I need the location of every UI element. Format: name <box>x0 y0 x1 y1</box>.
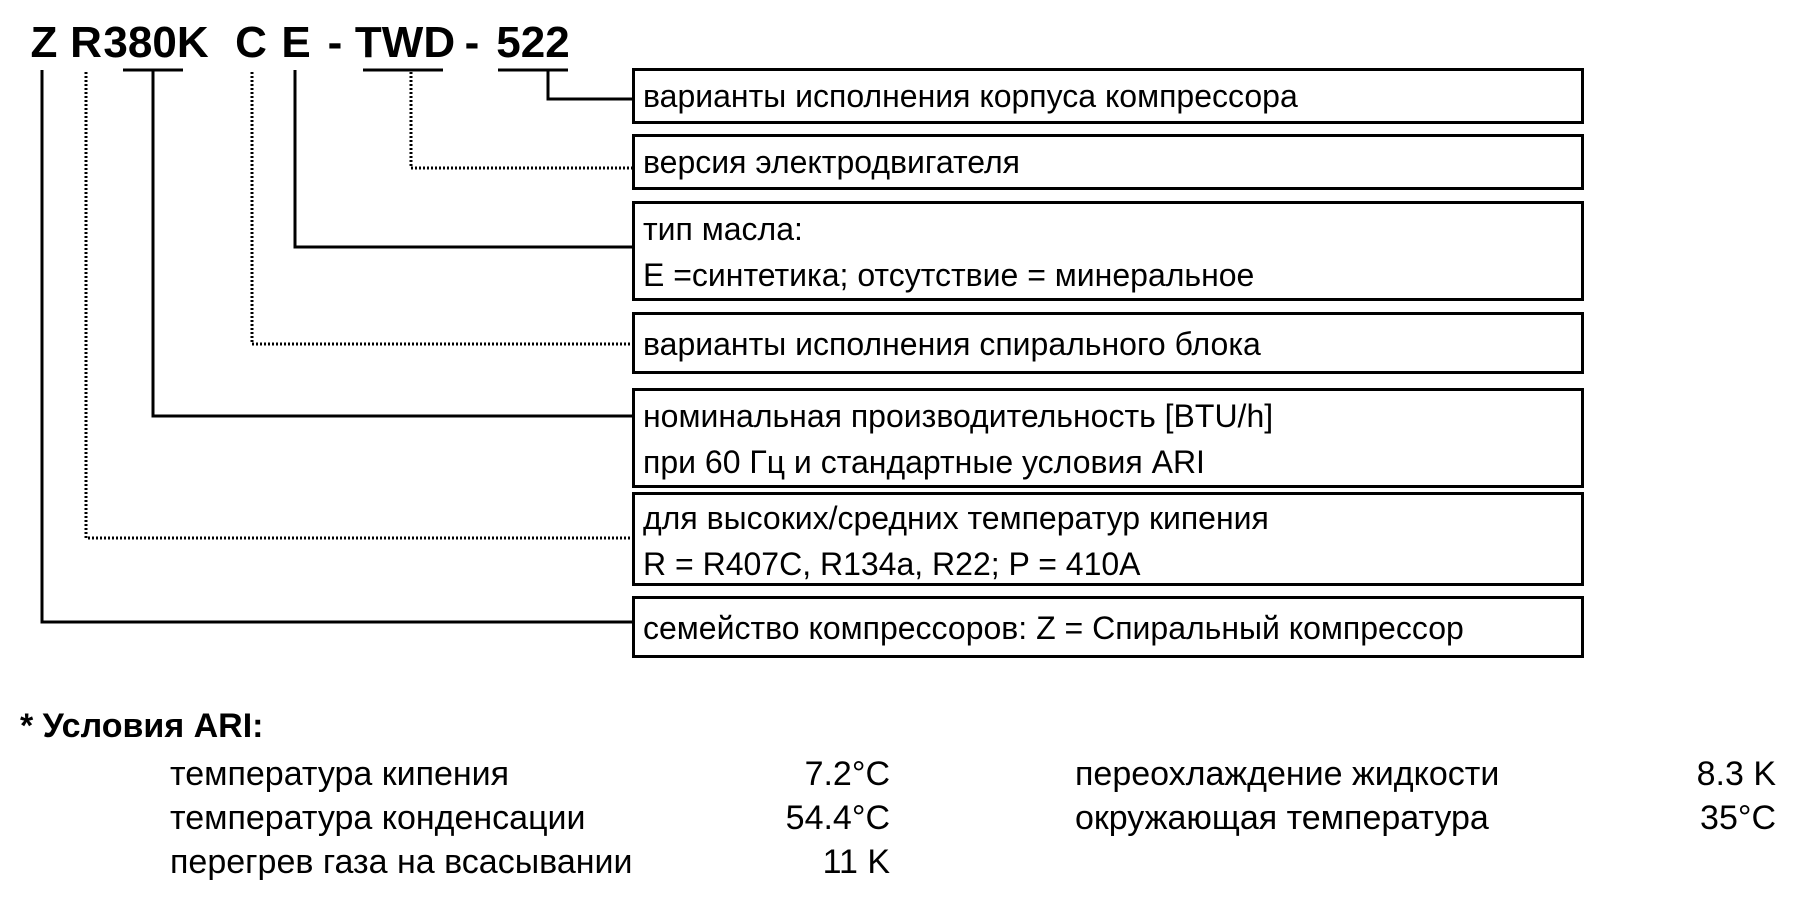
connector-housing <box>548 70 632 99</box>
condition-label-ambient: окружающая температура <box>1075 799 1489 837</box>
box-oil-type-line-1: тип масла: <box>643 211 803 247</box>
box-motor-version <box>632 134 1584 190</box>
condition-label-condensing: температура конденсации <box>170 799 586 837</box>
box-application <box>632 492 1584 586</box>
condition-value-evaporating: 7.2°C <box>804 755 890 793</box>
code-separator-1: - <box>327 18 343 67</box>
box-oil-type-line-2: E =синтетика; отсутствие = минеральное <box>643 257 1255 293</box>
code-segment-housing-version: 522 <box>496 18 570 67</box>
ari-conditions-title: * Условия ARI: <box>20 707 264 745</box>
condition-value-ambient: 35°C <box>1700 799 1776 837</box>
code-segment-family: Z <box>30 18 58 67</box>
connector-motor <box>411 72 632 168</box>
box-housing-variants <box>632 68 1584 124</box>
box-nominal-capacity <box>632 388 1584 488</box>
connector-capacity <box>153 70 632 416</box>
box-scroll-variants <box>632 312 1584 374</box>
box-application-line-1: для высоких/средних температур кипения <box>643 500 1269 536</box>
code-segment-oil-type: E <box>281 18 311 67</box>
code-segment-capacity: 380K <box>103 18 209 67</box>
condition-value-condensing: 54.4°C <box>785 799 890 837</box>
box-compressor-family-text: семейство компрессоров: Z = Спиральный компрессор <box>643 610 1464 646</box>
code-segment-scroll-version: C <box>235 18 267 67</box>
condition-value-subcooling: 8.3 K <box>1696 755 1776 793</box>
condition-label-evaporating: температура кипения <box>170 755 510 793</box>
code-segment-application: R <box>70 18 102 67</box>
condition-label-subcooling: переохлаждение жидкости <box>1075 755 1500 793</box>
box-housing-variants-text: варианты исполнения корпуса компрессора <box>643 78 1298 114</box>
box-oil-type <box>632 201 1584 301</box>
box-nominal-capacity-line-2: при 60 Гц и стандартные условия ARI <box>643 444 1205 480</box>
box-motor-version-text: версия электродвигателя <box>643 144 1020 180</box>
condition-value-superheat: 11 K <box>822 843 890 881</box>
connector-scroll <box>252 72 632 344</box>
connector-oil <box>295 70 632 247</box>
box-scroll-variants-text: варианты исполнения спирального блока <box>643 326 1261 362</box>
box-application-line-2: R = R407C, R134a, R22; P = 410A <box>643 546 1141 582</box>
box-nominal-capacity-line-1: номинальная производительность [BTU/h] <box>643 398 1274 434</box>
code-separator-2: - <box>464 18 480 67</box>
box-compressor-family <box>632 596 1584 658</box>
connector-application <box>86 72 632 538</box>
condition-label-superheat: перегрев газа на всасывании <box>170 843 633 881</box>
code-segment-motor-version: TWD <box>354 18 456 67</box>
